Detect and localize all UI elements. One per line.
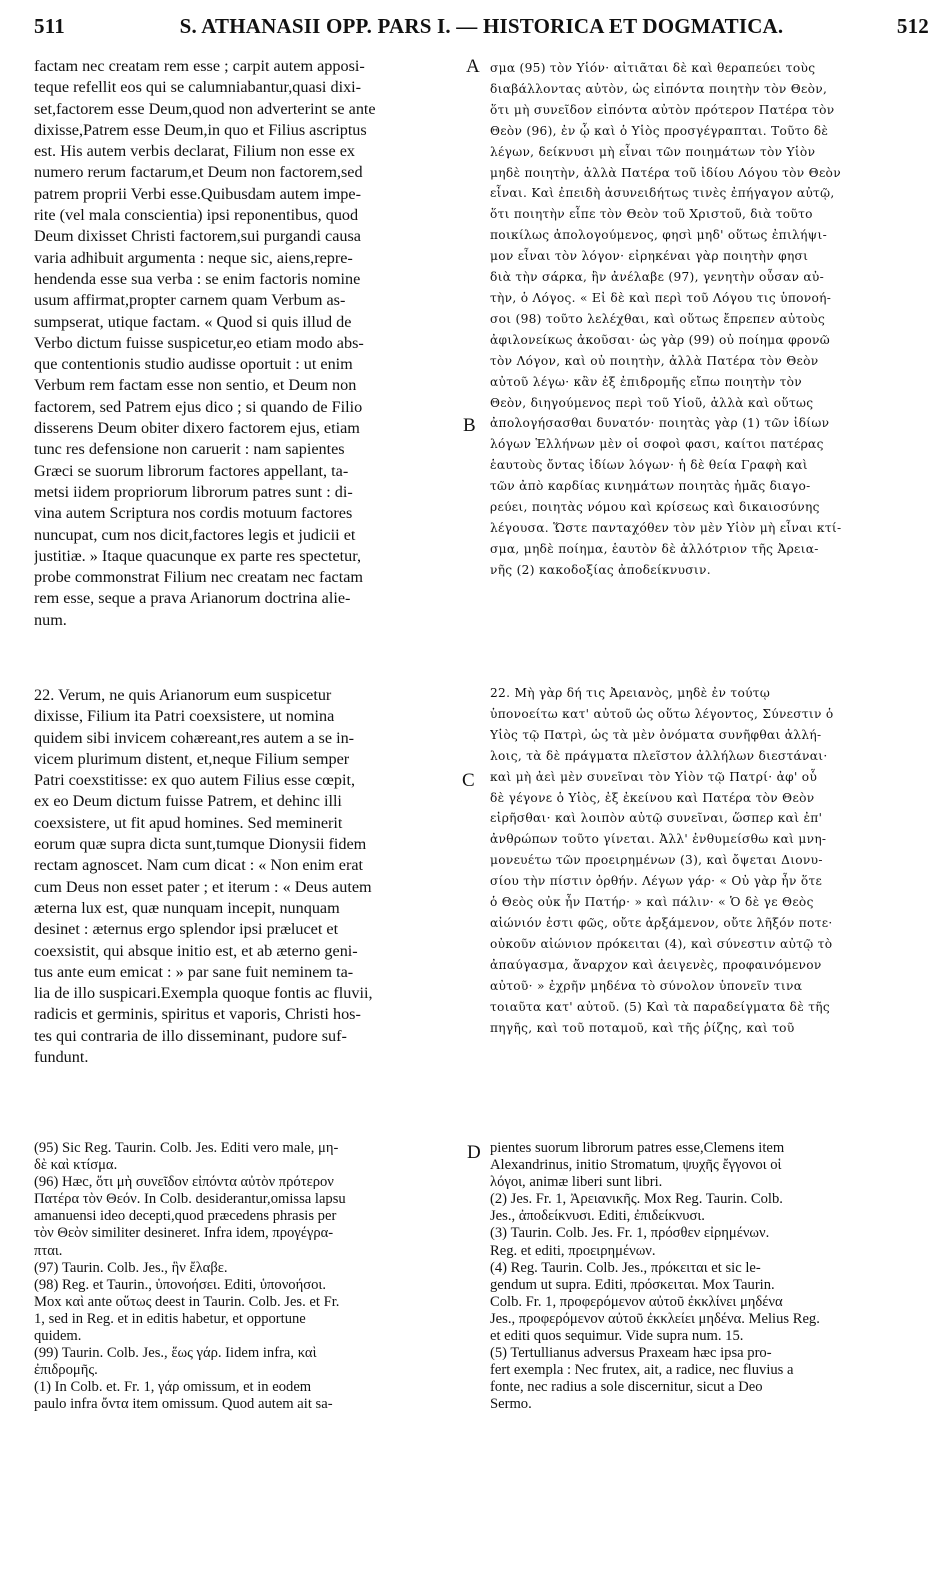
- page-number-left: 511: [34, 14, 65, 38]
- margin-letter-c: C: [462, 770, 475, 791]
- footnotes-right: pientes suorum librorum patres esse,Clemens item Alexandrinus, initio Stromatum, ψυχῆς ἔγγονοι οἱ λόγοι, animæ liberi sunt libri. (2) Jes. Fr. 1, Ἀρειανικῆς. Mox Reg. Taurin. Colb. Jes., ἀποδείκνυσι. Editi, ἐπιδείκνυσι. (3) Taurin. Colb. Jes. Fr. 1, πρόσθεν εἰρημένων. Reg. et editi, προειρημένων. (4) Reg. Taurin. Colb. Jes., πρόκειται et sic le- gendum ut supra. Editi, πρόσκειται. Mox Taurin. Colb. Fr. 1, προφερόμενον αὐτοῦ ἐκκλίνει μηδένα Jes., προφερόμενον αὐτοῦ ἐκκλείει μηδένα. Melius Reg. et editi quos sequimur. Vide supra num. 15. (5) Tertullianus adversus Praxeam hæc ipsa pro- fert exempla : Nec frutex, ait, a radice, nec fluvius a fonte, nec radius a sole discernitur, sicut a Deo Sermo.: [490, 1140, 820, 1413]
- latin-column-section-22: 22. Verum, ne quis Arianorum eum suspicetur dixisse, Filium ita Patri coexsistere, ut nomina quidem sibi invicem cohæreant,res autem a se in- vicem plurimum distent, et,neque Filium semper Patri coexstitisse: ex quo autem Filius esse cœpit, ex eo Deum dictum fuisse Patrem, et dehinc illi coexsistere, ut fit apud homines. Sed meminerit eorum quæ supra dicta sunt,tumque Dionysii fidem rectam agnoscet. Nam cum dicat : « Non enim erat cum Deus non esset pater ; et iterum : « Deus autem æterna lux est, quæ nunquam incepit, nunquam desinet : æternus ergo splendor ipsi prælucet et coexsistit, qui absque initio est, et ab æterno geni- tus ante eum emicat : » par sane fuit neminem ta- lia de illo suspicari.Exempla quoque fontis ac fluvii, radicis et germinis, spiritus et vaporis, Christi hos- tes qui contraria de illo disseminant, pudore suf- fundunt.: [34, 686, 373, 1067]
- greek-column-section-22: 22. Μὴ γὰρ δή τις Ἀρειανὸς, μηδὲ ἐν τούτῳ ὑπονοείτω κατ' αὐτοῦ ὡς οὕτω λέγοντος, Σύνεστιν ὁ Υἱὸς τῷ Πατρὶ, ὡς τὰ μὲν ὀνόματα συνῆφθαι ἀλλή- λοις, τὰ δὲ πράγματα πλεῖστον ἀλλήλων διεστάναι· καὶ μὴ ἀεὶ μὲν συνεῖναι τὸν Υἱὸν τῷ Πατρί· ἀφ' οὗ δὲ γέγονε ὁ Υἱὸς, ἐξ ἐκείνου καὶ Πατέρα τὸν Θεὸν εἰρῆσθαι· καὶ λοιπὸν αὐτῷ συνεῖναι, ὥσπερ καὶ ἐπ' ἀνθρώπων τοῦτο γίνεται. Ἀλλ' ἐνθυμείσθω καὶ μνη- μονευέτω τῶν προειρημένων (3), καὶ ὄψεται Διονυ- σίου τὴν πίστιν ὀρθήν. Λέγων γάρ· « Οὐ γὰρ ἦν ὅτε ὁ Θεὸς οὐκ ἦν Πατήρ· » καὶ πάλιν· « Ὁ δὲ γε Θεὸς αἰώνιόν ἐστι φῶς, οὔτε ἀρξάμενον, οὔτε λῆξόν ποτε· οὐκοῦν αἰώνιον πρόκειται (4), καὶ σύνεστιν αὐτῷ τὸ ἀπαύγασμα, ἄναρχον καὶ ἀειγενὲς, προφαινόμενον αὐτοῦ· » ἐχρῆν μηδένα τὸ σύνολον ὑπονεῖν τινα τοιαῦτα κατ' αὐτοῦ. (5) Καὶ τὰ παραδείγματα δὲ τῆς πηγῆς, καὶ τοῦ ποταμοῦ, καὶ τῆς ῥίζης, καὶ τοῦ: [490, 686, 834, 1035]
- greek-column-section-1: σμα (95) τὸν Υἱόν· αἰτιᾶται δὲ καὶ θεραπεύει τοὺς διαβάλλοντας αὐτὸν, ὡς εἰπόντα ποιητὴν τὸν Θεὸν, ὅτι μὴ συνεῖδον εἰπόντα αὐτὸν πρότερον Πατέρα τὸν Θεὸν (96), ἐν ᾧ καὶ ὁ Υἱὸς προσγέγραπται. Τοῦτο δὲ λέγων, δείκνυσι μὴ εἶναι τῶν ποιημάτων τὸν Υἱὸν μηδὲ ποιητὴν, ἀλλὰ Πατέρα τοῦ ἰδίου Λόγου τὸν Θεὸν εἶναι. Καὶ ἐπειδὴ ἀσυνειδήτως τινὲς ἐπήγαγον αὐτῷ, ὅτι ποιητὴν εἶπε τὸν Θεὸν τοῦ Χριστοῦ, διὰ τοῦτο ποικίλως ἀπολογούμενος, φησὶ μηδ' οὕτως ἐπιλήψι- μον εἶναι τὸν λόγον· εἰρηκέναι γὰρ ποιητὴν φησι διὰ τὴν σάρκα, ἣν ἀνέλαβε (97), γενητὴν οὖσαν αὐ- τὴν, ὁ Λόγος. « Εἰ δὲ καὶ περὶ τοῦ Λόγου τις ὑπονοή- σοι (98) τοῦτο λελέχθαι, καὶ οὕτως ἔπρεπεν αὐτοὺς ἀφιλονείκως ἀκοῦσαι· ὡς γὰρ (99) οὐ ποίημα φρονῶ τὸν Λόγον, καὶ οὐ ποιητὴν, ἀλλὰ Πατέρα τὸν Θεὸν αὐτοῦ λέγω· κἂν ἐξ ἐπιδρομῆς εἴπω ποιητὴν τὸν Θεὸν, διηγούμενος περὶ τοῦ Υἱοῦ, ἀλλὰ καὶ οὕτως ἀπολογήσασθαι δυνατόν· ποιητὰς γὰρ (1) τῶν ἰδίων λόγων Ἑλλήνων μὲν οἱ σοφοὶ φασι, καίτοι πατέρας ἑαυτοὺς ὄντας ἰδίων λόγων· ἡ δὲ θεία Γραφὴ καὶ τῶν ἀπὸ καρδίας κινημάτων ποιητὰς ἡμᾶς διαγο- ρεύει, ποιητὰς νόμου καὶ κρίσεως καὶ δικαιοσύνης λέγουσα. Ὥστε πανταχόθεν τὸν μὲν Υἱὸν μὴ εἶναι κτί- σμα, μηδὲ ποίημα, ἑαυτὸν δὲ ἀλλότριον τῆς Ἀρεια- νῆς (2) κακοδοξίας ἀποδείκνυσιν.: [490, 61, 842, 577]
- page-number-right: 512: [896, 14, 929, 38]
- running-header: [34, 14, 929, 44]
- footnotes-left: (95) Sic Reg. Taurin. Colb. Jes. Editi vero male, μη- δὲ καὶ κτίσμα. (96) Hæc, ὅτι μὴ συνεῖδον εἰπόντα αὐτὸν πρότερον Πατέρα τὸν Θεόν. In Colb. desiderantur,omissa lapsu amanuensi ideo decepti,quod præcedens phrasis per τὸν Θεὸν similiter desineret. Infra idem, προγέγρα- πται. (97) Taurin. Colb. Jes., ἣν ἔλαβε. (98) Reg. et Taurin., ὑπονοήσει. Editi, ὑπονοήσοι. Mox καὶ ante οὕτως deest in Taurin. Colb. Jes. et Fr. 1, sed in Reg. et in editis habetur, et opportune quidem. (99) Taurin. Colb. Jes., ἕως γάρ. Iidem infra, καὶ ἐπιδρομῆς. (1) In Colb. et. Fr. 1, γάρ omissum, et in eodem paulo infra ὄντα item omissum. Quod autem ait sa-: [34, 1140, 346, 1413]
- margin-letter-b: B: [463, 415, 476, 436]
- margin-letter-a: A: [466, 56, 480, 77]
- running-title: S. ATHANASII OPP. PARS I. — HISTORICA ET DOGMATICA.: [179, 14, 784, 38]
- latin-column-section-1: factam nec creatam rem esse ; carpit autem apposi- teque refellit eos qui se calumniabantur,quasi dixi- set,factorem esse Deum,quod non adverterint se ante dixisse,Patrem esse Deum,in quo et Filius ascriptus est. His autem verbis declarat, Filium non esse ex numero rerum factarum,et Deum non factorem,sed patrem proprii Verbi esse.Quibusdam autem impe- rite (vel mala conscientia) ipsi reponentibus, quod Deum dixisset Christi factorem,sui purgandi causa varia adhibuit argumenta : neque sic, aiens,repre- hendenda esse sua verba : se enim factoris nomine usum affirmat,propter carnem quam Verbum as- sumpserat, utique factam. « Quod si quis illud de Verbo dictum fuisse suspicetur,eo etiam modo abs- que contentionis studio audisse oportuit : ut enim Verbum rem factam esse non sentio, et Deum non factorem, sed Patrem ejus dico ; si quando de Filio disserens Deum obiter dixero factorem ejus, etiam tunc res defensione non caruerit : nam sapientes Græci se suorum librorum factores appellant, ta- metsi iidem propriorum librorum patres sunt : di- vina autem Scriptura nos cordis motuum factores nuncupat, cum nos dicit,factores legis et judicii et justitiæ. » Itaque quacunque ex parte res spectetur, probe commonstrat Filium nec creatam nec factam rem esse, seque a prava Arianorum doctrina alie- num.: [34, 57, 376, 629]
- margin-letter-d: D: [467, 1142, 481, 1163]
